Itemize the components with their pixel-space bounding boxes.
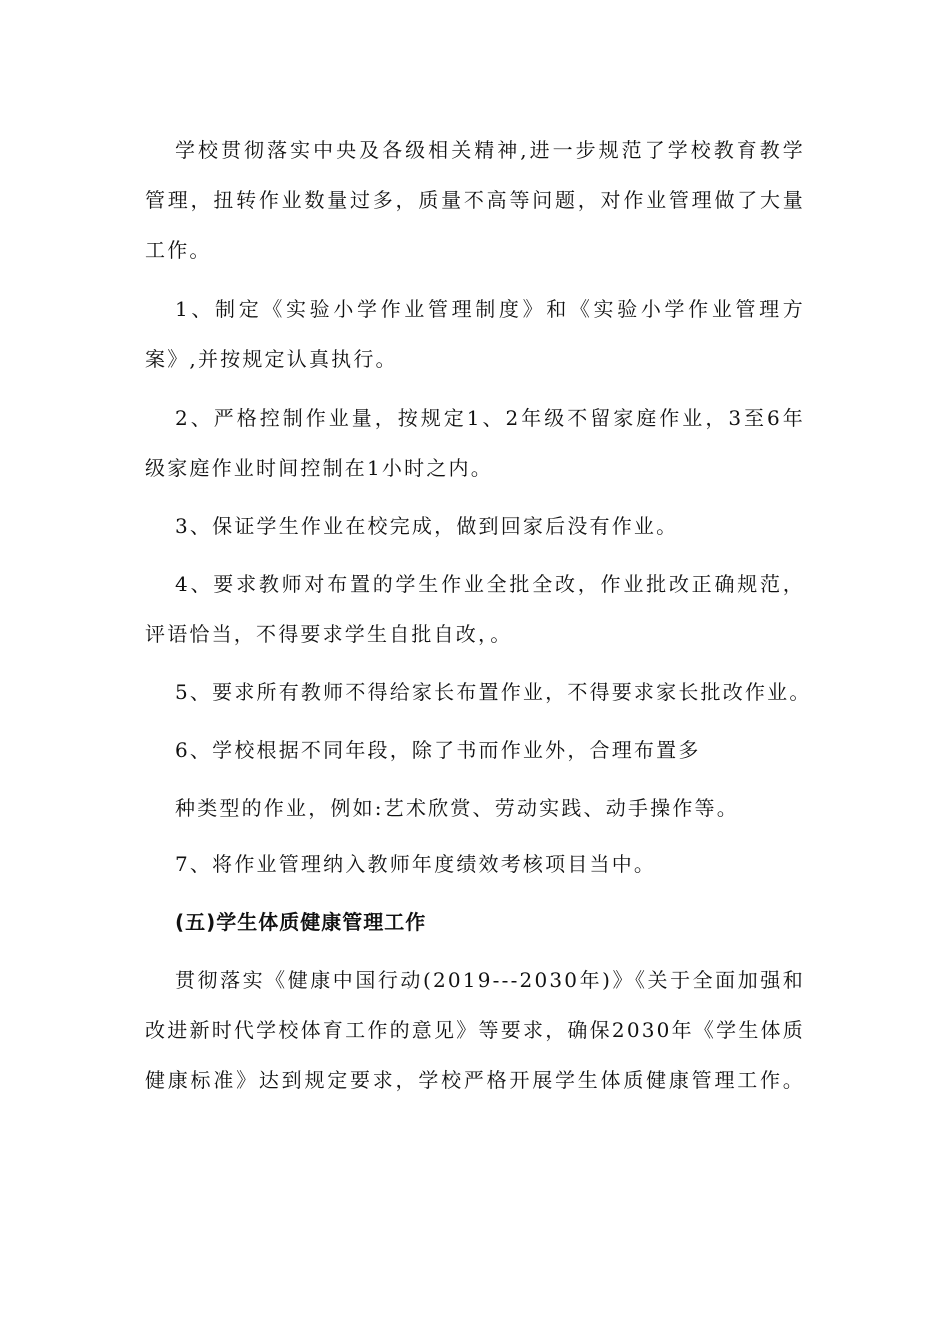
- item-1-line-1: 1、制定《实验小学作业管理制度》和《实验小学作业管理方: [175, 297, 805, 321]
- section-body-line-2: 改进新时代学校体育工作的意见》等要求，确保2030年《学生体质: [145, 1018, 805, 1042]
- intro-line-3: 工作。: [145, 238, 212, 262]
- intro-line-1: 学校贯彻落实中央及各级相关精神,进一步规范了学校教育教学: [175, 138, 805, 162]
- item-2-line-2: 级家庭作业时间控制在1小时之内。: [145, 456, 493, 480]
- section-body-line-3: 健康标准》达到规定要求，学校严格开展学生体质健康管理工作。: [145, 1068, 805, 1092]
- item-7-line-1: 7、将作业管理纳入教师年度绩效考核项目当中。: [175, 852, 657, 876]
- intro-line-2: 管理，扭转作业数量过多，质量不高等问题，对作业管理做了大量: [145, 188, 805, 212]
- item-4-line-2: 评语恰当，不得要求学生自批自改，。: [145, 622, 513, 646]
- item-3-line-1: 3、保证学生作业在校完成，做到回家后没有作业。: [175, 514, 679, 538]
- item-6-line-1: 6、学校根据不同年段，除了书而作业外，合理布置多: [175, 738, 701, 762]
- item-2-line-1: 2、严格控制作业量，按规定1、2年级不留家庭作业，3至6年: [175, 406, 805, 430]
- item-5-line-1: 5、要求所有教师不得给家长布置作业，不得要求家长批改作业。: [175, 680, 812, 704]
- item-6-line-2: 种类型的作业，例如:艺术欣赏、劳动实践、动手操作等。: [175, 796, 739, 820]
- section-body-line-1: 贯彻落实《健康中国行动(2019---2030年)》《关于全面加强和: [175, 968, 805, 992]
- item-1-line-2: 案》,并按规定认真执行。: [145, 347, 398, 371]
- section-heading: (五)学生体质健康管理工作: [175, 910, 427, 934]
- item-4-line-1: 4、要求教师对布置的学生作业全批全改，作业批改正确规范，: [175, 572, 805, 596]
